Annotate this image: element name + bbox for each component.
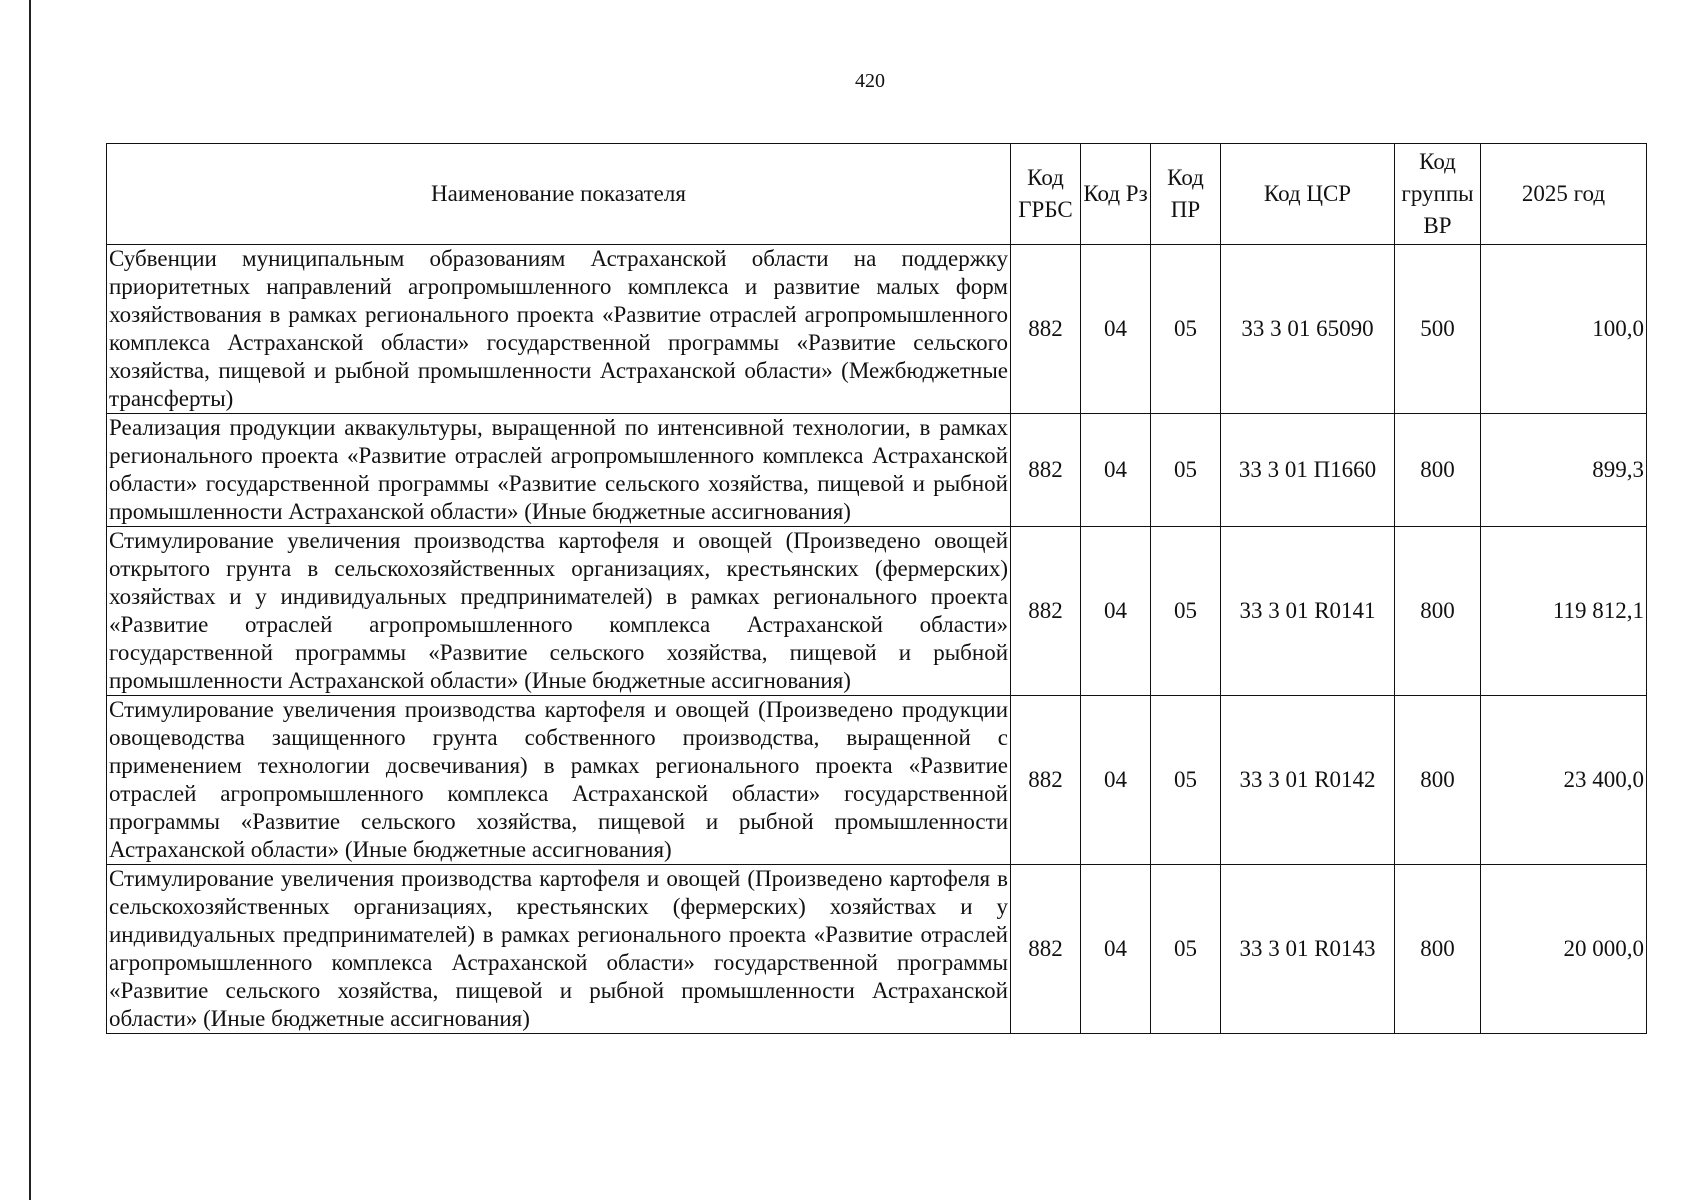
table-row [107, 696, 1647, 865]
row-csr: 33 3 01 R0143 [1221, 865, 1395, 1034]
row-csr: 33 3 01 П1660 [1221, 414, 1395, 527]
row-name: Субвенции муниципальным образованиям Астраханской области на поддержку приоритетных направлений агропромышленного комплекса и развитие малых форм хозяйствования в рамках регионального проекта «Развитие отраслей агропромышленного комплекса Астраханской области» государственной программы «Развитие сельского хозяйства, пищевой и рыбной промышленности Астраханской области» (Межбюджетные трансферты) [107, 245, 1011, 414]
table-row [107, 414, 1647, 527]
row-pr: 05 [1151, 527, 1221, 696]
row-amount: 899,3 [1481, 414, 1647, 527]
table-row [107, 865, 1647, 1034]
row-vr: 500 [1395, 245, 1481, 414]
header-csr: Код ЦСР [1221, 144, 1395, 245]
row-rz: 04 [1081, 865, 1151, 1034]
row-vr: 800 [1395, 414, 1481, 527]
row-grbs: 882 [1011, 414, 1081, 527]
row-amount: 20 000,0 [1481, 865, 1647, 1034]
row-pr: 05 [1151, 414, 1221, 527]
row-pr: 05 [1151, 696, 1221, 865]
header-rz: Код Рз [1081, 144, 1151, 245]
row-grbs: 882 [1011, 245, 1081, 414]
row-amount: 23 400,0 [1481, 696, 1647, 865]
row-pr: 05 [1151, 245, 1221, 414]
table-row [107, 245, 1647, 414]
row-csr: 33 3 01 R0142 [1221, 696, 1395, 865]
table-header-row [107, 144, 1647, 245]
header-grbs: Код ГРБС [1011, 144, 1081, 245]
row-rz: 04 [1081, 527, 1151, 696]
row-grbs: 882 [1011, 865, 1081, 1034]
row-name: Реализация продукции аквакультуры, выращенной по интенсивной технологии, в рамках регионального проекта «Развитие отраслей агропромышленного комплекса Астраханской области» государственной программы «Развитие сельского хозяйства, пищевой и рыбной промышленности Астраханской области» (Иные бюджетные ассигнования) [107, 414, 1011, 527]
row-rz: 04 [1081, 414, 1151, 527]
row-csr: 33 3 01 R0141 [1221, 527, 1395, 696]
row-vr: 800 [1395, 865, 1481, 1034]
row-csr: 33 3 01 65090 [1221, 245, 1395, 414]
header-vr: Код группы ВР [1395, 144, 1481, 245]
row-grbs: 882 [1011, 696, 1081, 865]
header-pr: Код ПР [1151, 144, 1221, 245]
row-grbs: 882 [1011, 527, 1081, 696]
header-name: Наименование показателя [107, 144, 1011, 245]
table-row [107, 527, 1647, 696]
row-vr: 800 [1395, 527, 1481, 696]
row-name: Стимулирование увеличения производства картофеля и овощей (Произведено овощей открытого грунта в сельскохозяйственных организациях, крестьянских (фермерских) хозяйствах и у индивидуальных предпринимателей) в рамках регионального проекта «Развитие отраслей агропромышленного комплекса Астраханской области» государственной программы «Развитие сельского хозяйства, пищевой и рыбной промышленности Астраханской области» (Иные бюджетные ассигнования) [107, 527, 1011, 696]
row-amount: 119 812,1 [1481, 527, 1647, 696]
row-amount: 100,0 [1481, 245, 1647, 414]
row-vr: 800 [1395, 696, 1481, 865]
row-rz: 04 [1081, 245, 1151, 414]
scan-edge-line [29, 0, 31, 1200]
row-pr: 05 [1151, 865, 1221, 1034]
row-name: Стимулирование увеличения производства картофеля и овощей (Произведено продукции овощеводства защищенного грунта собственного производства, выращенной с применением технологии досвечивания) в рамках регионального проекта «Развитие отраслей агропромышленного комплекса Астраханской области» государственной программы «Развитие сельского хозяйства, пищевой и рыбной промышленности Астраханской области» (Иные бюджетные ассигнования) [107, 696, 1011, 865]
page-number: 420 [855, 70, 885, 92]
header-year: 2025 год [1481, 144, 1647, 245]
row-rz: 04 [1081, 696, 1151, 865]
row-name: Стимулирование увеличения производства картофеля и овощей (Произведено картофеля в сельскохозяйственных организациях, крестьянских (фермерских) хозяйствах и у индивидуальных предпринимателей) в рамках регионального проекта «Развитие отраслей агропромышленного комплекса Астраханской области» государственной программы «Развитие сельского хозяйства, пищевой и рыбной промышленности Астраханской области» (Иные бюджетные ассигнования) [107, 865, 1011, 1034]
budget-table [106, 143, 1647, 1034]
